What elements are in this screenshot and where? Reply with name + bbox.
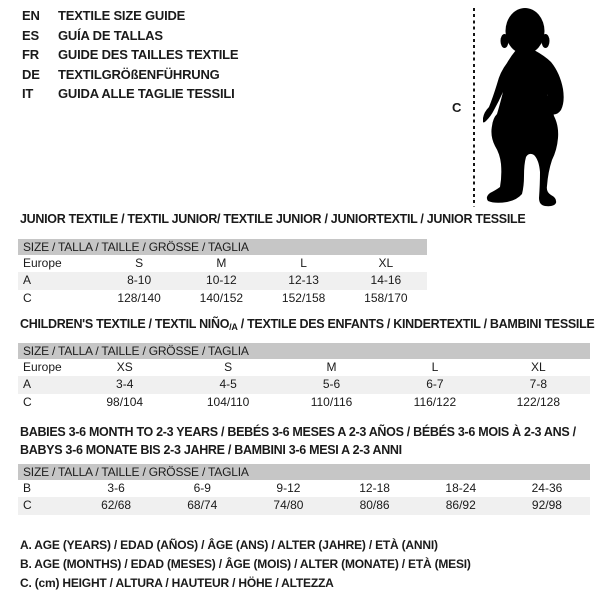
size-cell: 122/128 [516,394,561,409]
size-cell: 12-13 [288,273,319,288]
footnote-height-cm: C. (cm) HEIGHT / ALTURA / HAUTEUR / HÖHE / ALTEZZA [20,576,334,590]
junior-size-table [18,239,427,307]
language-row-es [22,26,238,46]
size-cell: 62/68 [101,498,132,513]
size-cell: 104/110 [206,394,250,409]
size-cell: 74/80 [273,498,304,513]
size-cell: 7-8 [529,377,547,392]
size-header-bar: SIZE / TALLA / TAILLE / GRÖSSE / TAGLIA [18,343,590,359]
size-cell: 3-4 [116,377,134,392]
table-row [18,290,427,307]
size-cell: S [135,256,144,270]
babies-size-table [18,464,590,515]
size-cell: 9-12 [276,481,301,495]
language-title: TEXTILE SIZE GUIDE [58,8,186,23]
children-heading-suffix: / TEXTILE DES ENFANTS / KINDERTEXTIL / BAMBINI TESSILE [237,317,595,331]
size-cell: 116/122 [413,394,457,409]
size-cell: 24-36 [531,481,563,495]
language-row-en [22,6,238,26]
language-title-list [22,6,238,104]
size-header-bar: SIZE / TALLA / TAILLE / GRÖSSE / TAGLIA [18,239,427,255]
language-code: FR [22,47,39,62]
language-code: DE [22,66,40,82]
junior-table-rows [18,255,427,307]
size-header-bar: SIZE / TALLA / TAILLE / GRÖSSE / TAGLIA [18,464,590,480]
children-heading-subscript: /A [229,322,238,332]
language-row-de [22,65,238,85]
row-label: Europe [23,256,62,270]
size-cell: S [224,360,233,374]
language-code: IT [22,86,34,101]
babies-table-rows [18,480,590,515]
size-cell: XL [530,360,546,374]
size-cell: 68/74 [187,498,218,513]
footnote-age-months: B. AGE (MONTHS) / EDAD (MESES) / ÂGE (MOIS) / ALTER (MONATE) / ETÀ (MESI) [20,557,471,571]
row-label: C [23,290,32,305]
size-cell: 80/86 [359,498,390,513]
baby-silhouette [483,4,596,215]
size-cell: 5-6 [322,377,341,392]
children-table-heading [20,317,594,332]
size-cell: 140/152 [199,290,244,305]
language-title: TEXTILGRÖßENFÜHRUNG [58,66,220,82]
children-table-rows [18,359,590,411]
language-title: GUÍA DE TALLAS [58,27,163,43]
size-cell: XL [378,256,394,270]
children-size-table [18,343,590,411]
language-row-fr [22,45,238,65]
height-label-c: C [452,100,462,115]
babies-table-heading [20,424,576,459]
table-row [18,376,590,393]
footnote-list [20,536,471,593]
row-label: B [23,481,32,495]
size-cell: 98/104 [106,394,144,409]
junior-table-heading: JUNIOR TEXTILE / TEXTIL JUNIOR/ TEXTILE JUNIOR / JUNIORTEXTIL / JUNIOR TESSILE [20,212,526,226]
language-row-it [22,84,238,104]
size-cell: 8-10 [127,273,152,288]
size-cell: 14-16 [370,273,402,288]
babies-heading-line1: BABIES 3-6 MONTH TO 2-3 YEARS / BEBÉS 3-6 MESES A 2-3 AÑOS / BÉBÉS 3-6 MOIS À 2-3 ANS / [20,425,576,439]
language-title: GUIDE DES TAILLES TEXTILE [58,47,239,62]
size-cell: 128/140 [117,290,161,305]
height-measure-dashed-line [473,8,475,207]
children-heading-prefix: CHILDREN'S TEXTILE / TEXTIL NIÑO [20,317,230,331]
table-row [18,497,590,514]
size-cell: 4-5 [219,377,237,392]
babies-heading-line2: BABYS 3-6 MONATE BIS 2-3 JAHRE / BAMBINI 3-6 MESI A 2-3 ANNI [20,442,402,457]
table-row [18,272,427,289]
size-cell: 18-24 [445,481,477,495]
table-row [18,359,590,376]
size-cell: 3-6 [107,481,125,495]
row-label: A [23,273,32,288]
size-cell: 158/170 [364,290,408,305]
size-cell: 152/158 [281,290,326,305]
table-row [18,255,427,272]
language-code: ES [22,27,39,43]
row-label: C [23,394,32,409]
size-cell: XS [116,360,133,374]
row-label: C [23,498,32,513]
row-label: A [23,377,32,392]
size-cell: 110/116 [310,394,353,409]
size-cell: L [300,256,307,270]
row-label: Europe [23,360,62,374]
footnote-age-years: A. AGE (YEARS) / EDAD (AÑOS) / ÂGE (ANS) / ALTER (JAHRE) / ETÀ (ANNI) [20,538,438,552]
size-cell: M [326,360,337,374]
size-cell: 6-9 [193,481,211,495]
size-cell: 6-7 [426,377,444,392]
table-row [18,394,590,411]
size-cell: 12-18 [359,481,390,495]
size-cell: 92/98 [531,498,562,513]
language-title: GUIDA ALLE TAGLIE TESSILI [58,86,235,101]
size-cell: 86/92 [445,498,476,513]
language-code: EN [22,8,40,23]
size-cell: L [431,360,439,374]
size-cell: M [216,256,227,270]
table-row [18,480,590,497]
size-cell: 10-12 [206,273,237,288]
